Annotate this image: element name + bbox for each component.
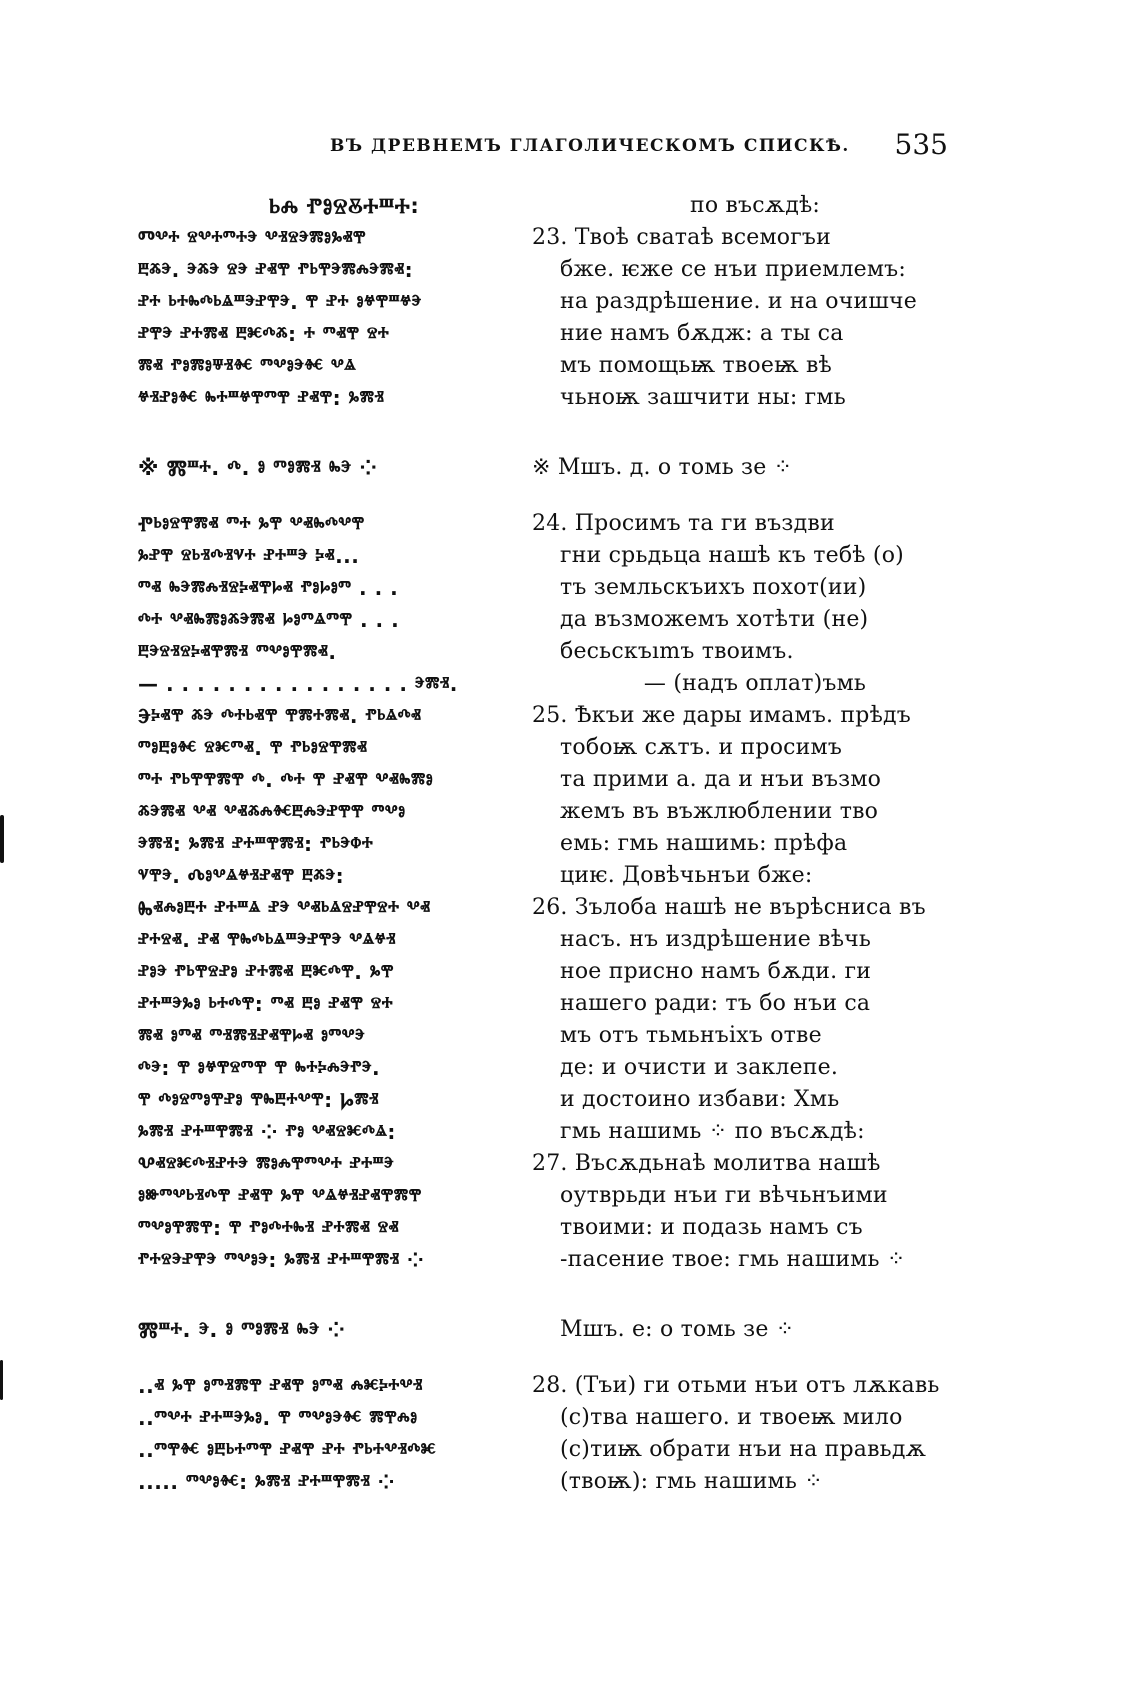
- right-line: твоими: и подазь намъ съ: [560, 1215, 863, 1240]
- right-section-heading: Мшъ. е: о томь зе ⁘: [560, 1317, 795, 1342]
- right-line: емь: гмь нашимь: прѣфа: [560, 831, 848, 856]
- right-line: да възможемъ хотѣти (не): [560, 607, 869, 632]
- left-line: Ⱂⱃⱁⱄⰹⰿⱏ ⱅⰰ ⰳⰹ ⰲⱏⰸⰴⰲⰹ: [138, 512, 365, 536]
- left-line: ..ⱅⰹⱙ ⱁⰱⱃⰰⱅⰹ ⱀⱏⰹ ⱀⰰ ⱂⱃⰰⰲⱐⰴⱘ: [138, 1438, 437, 1462]
- left-line: ⰴⰵ: ⰹ ⱁⱍⰹⱄⱅⰹ ⰹ ⰸⰰⰽⰾⰵⱂⰵ.: [138, 1056, 381, 1080]
- left-line: ⱂⰰⱄⰵⱀⰹⰵ ⱅⰲⱁⰵ: ⰳⰿⱐ ⱀⰰⱎⰹⰿⱐ ⁘: [138, 1248, 425, 1272]
- right-line: ние намъ бѫдж: а ты са: [560, 321, 844, 346]
- right-line: мъ отъ тьмьнъіхъ отве: [560, 1023, 822, 1048]
- left-line: ⰱⰵⱄⱐⱄⰽⱏⰹⰿⱐ ⱅⰲⱁⰹⰿⱏ.: [138, 640, 337, 664]
- left-line: Ⰸⱏⰾⱁⰱⰰ ⱀⰰⱎⱑ ⱀⰵ ⰲⱏⱃⱑⱄⱀⰹⱄⰰ ⰲⱏ: [138, 896, 431, 920]
- left-line: ⰴⰰ ⰲⱏⰸⰿⱁⰶⰵⰿⱏ ⱈⱁⱅⱑⱅⰹ . . .: [138, 608, 400, 632]
- right-line: чьноѭ зашчити ны: гмь: [560, 385, 846, 410]
- right-line: и достоино избави: Хмь: [560, 1087, 840, 1112]
- right-line: де: и очисти и заклепе.: [560, 1055, 839, 1080]
- right-line: тобоѭ сѫтъ. и просимъ: [560, 735, 843, 760]
- left-line: ⱀⰰⱎⰵⰳⱁ ⱃⰰⰴⰹ: ⱅⱏ ⰱⱁ ⱀⱏⰹ ⱄⰰ: [138, 992, 394, 1016]
- right-line: циѥ. Довѣчьнъи бже:: [560, 863, 813, 888]
- right-line: — (надъ оплат)ъмь: [643, 671, 867, 696]
- right-section-heading: ※ Мшъ. д. о томь зе ⁘: [532, 455, 793, 480]
- left-line: ..ⱏ ⰳⰹ ⱁⱅⱐⰿⰹ ⱀⱏⰹ ⱁⱅⱏ ⰾⱘⰽⰰⰲⱐ: [138, 1374, 423, 1398]
- right-line: ное присно намъ бѫди. ги: [560, 959, 872, 984]
- verse-23: 23. Твоѣ сватаѣ всемогъи: [532, 225, 831, 250]
- right-line: оутврьди нъи ги вѣчьнъими: [560, 1183, 888, 1208]
- right-line: та прими а. да и нъи възмо: [560, 767, 882, 792]
- left-line: ⱅⱏ ⰸⰵⰿⰾⱐⱄⰽⱏⰹⱈⱏ ⱂⱁⱈⱁⱅ . . .: [138, 576, 399, 600]
- left-line: ⱁⱆⱅⰲⱃⱐⰴⰹ ⱀⱏⰹ ⰳⰹ ⰲⱑⱍⱐⱀⱏⰹⰿⰹ: [138, 1184, 422, 1208]
- verse-26: 26. Зълоба нашѣ не върѣсниса въ: [532, 895, 926, 920]
- page-number: 535: [894, 128, 948, 161]
- left-line: ⰱⰶⰵ. ⰵⰶⰵ ⱄⰵ ⱀⱏⰹ ⱂⱃⰹⰵⰿⰾⰵⰿⱏ:: [138, 258, 414, 282]
- left-line: ⱀⱁⰵ ⱂⱃⰹⱄⱀⱁ ⱀⰰⰿⱏ ⰱⱘⰴⰹ. ⰳⰹ: [138, 960, 394, 984]
- right-line: тъ земльскъихъ похот(ии): [560, 575, 867, 600]
- right-line: -пасение твое: гмь нашимь ⁘: [560, 1247, 906, 1272]
- right-line: (с)тиѭ обрати нъи на правьдѫ: [560, 1437, 927, 1462]
- left-line: ⱌⰹⰵ. Ⰴⱁⰲⱑⱍⱐⱀⱏⰹ ⰱⰶⰵ:: [138, 864, 345, 888]
- verse-24: 24. Просимъ та ги въздви: [532, 511, 835, 536]
- left-line: ..ⱅⰲⰰ ⱀⰰⱎⰵⰳⱁ. ⰹ ⱅⰲⱁⰵⱙ ⰿⰹⰾⱁ: [138, 1406, 418, 1430]
- right-line: (с)тва нашего. и твоеѭ мило: [560, 1405, 903, 1430]
- left-line: — . . . . . . . . . . . . . . . . ⰵⰿⱐ.: [138, 672, 458, 696]
- left-line: ⰳⰿⱐ ⱀⰰⱎⰹⰿⱐ ⁘ ⱂⱁ ⰲⱏⱄⱘⰴⱑ:: [138, 1120, 396, 1144]
- left-line: Ⰵⰽⱏⰹ ⰶⰵ ⰴⰰⱃⱏⰹ ⰹⰿⰰⰿⱏ. ⱂⱃⱑⰴⱏ: [138, 704, 422, 728]
- right-line: жемъ въ въжлюблении тво: [560, 799, 879, 824]
- left-line: ⰵⰿⱐ: ⰳⰿⱐ ⱀⰰⱎⰹⰿⱐ: ⱂⱃⰵⱇⰰ: [138, 832, 374, 856]
- right-line: насъ. нъ издрѣшение вѣчь: [560, 927, 872, 952]
- running-header: [300, 128, 948, 168]
- left-line: ⰹ ⰴⱁⱄⱅⱁⰹⱀⱁ ⰹⰸⰱⰰⰲⰹ: Ⱈⰿⱐ: [138, 1088, 379, 1112]
- left-line: ⱅⰰ ⱂⱃⰹⰹⰿⰹ ⰴ. ⰴⰰ ⰹ ⱀⱏⰹ ⰲⱏⰸⰿⱁ: [138, 768, 434, 792]
- left-line: ⰿⱏ ⱂⱁⰿⱁⱋⱐⱙ ⱅⰲⱁⰵⱙ ⰲⱑ: [138, 354, 357, 378]
- right-line: мъ помощьѭ твоеѭ вѣ: [560, 353, 833, 378]
- running-title: ВЪ ДРЕВНЕМЪ ГЛАГОЛИЧЕСКОМЪ СПИСКѢ.: [330, 136, 850, 156]
- right-rubric: по въсѫдѣ:: [689, 193, 821, 218]
- right-line: гмь нашимь ⁘ по въсѫдѣ:: [560, 1119, 865, 1144]
- left-line: ⰶⰵⰿⱏ ⰲⱏ ⰲⱏⰶⰾⱙⰱⰾⰵⱀⰹⰹ ⱅⰲⱁ: [138, 800, 406, 824]
- left-line: ..... ⱅⰲⱁⱙ: ⰳⰿⱐ ⱀⰰⱎⰹⰿⱐ ⁘: [138, 1470, 396, 1494]
- left-line: Ⱅⰲⰰ ⱄⰲⰰⱅⰰⰵ ⰲⱐⱄⰵⰿⱁⰳⱏⰹ: [138, 226, 367, 250]
- right-line: (твоѭ): гмь нашимь ⁘: [560, 1469, 823, 1494]
- left-line: ⰿⱏ ⱁⱅⱏ ⱅⱐⰿⱐⱀⱏⰹⱈⱏ ⱁⱅⰲⰵ: [138, 1024, 366, 1048]
- right-line: гни срьдьца нашѣ къ тебѣ (о): [560, 543, 904, 568]
- left-line: ⱀⰰⱄⱏ. ⱀⱏ ⰹⰸⰴⱃⱑⱎⰵⱀⰹⰵ ⰲⱑⱍⱐ: [138, 928, 397, 952]
- left-rubric: ⰓⰎ ⰒⰑⰔⰋⰀⰞⰀ:: [268, 194, 420, 218]
- verse-27: 27. Въсѫдьнаѣ молитва нашѣ: [532, 1151, 881, 1176]
- right-line: нашего ради: тъ бо нъи са: [560, 991, 871, 1016]
- scan-edge-mark: [0, 815, 4, 863]
- scan-edge-mark: [0, 1360, 3, 1400]
- left-line: ⱅⱁⰱⱁⱙ ⱄⱘⱅⱏ. ⰹ ⱂⱃⱁⱄⰹⰿⱏ: [138, 736, 368, 760]
- right-line: на раздрѣшение. и на очишче: [560, 289, 917, 314]
- left-line: ⰳⱀⰹ ⱄⱃⱐⰴⱐⱌⰰ ⱀⰰⱎⰵ ⰽⱏ...: [138, 544, 360, 568]
- left-section-heading: ※ Ⰿⱎⰰ. ⰴ. ⱁ ⱅⱁⰿⱐ ⰸⰵ ⁘: [138, 456, 378, 480]
- right-line: бже. ѥже се нъи приемлемъ:: [560, 257, 906, 282]
- left-line: ⱍⱐⱀⱁⱙ ⰸⰰⱎⱍⰹⱅⰹ ⱀⱏⰹ: ⰳⰿⱐ: [138, 386, 385, 410]
- verse-28: 28. (Тъи) ги отьми нъи отъ лѫкавь: [532, 1373, 940, 1398]
- verse-25: 25. Ѣкъи же дары имамъ. прѣдъ: [532, 703, 911, 728]
- left-line: ⱀⰰ ⱃⰰⰸⰴⱃⱑⱎⰵⱀⰹⰵ. ⰹ ⱀⰰ ⱁⱍⰹⱎⱍⰵ: [138, 290, 422, 314]
- right-line: бесьскъımъ твоимъ.: [560, 639, 794, 664]
- left-line: Ⰲⱏⱄⱘⰴⱐⱀⰰⰵ ⰿⱁⰾⰹⱅⰲⰰ ⱀⰰⱎⰵ: [138, 1152, 395, 1176]
- left-line: ⱅⰲⱁⰹⰿⰹ: ⰹ ⱂⱁⰴⰰⰸⱐ ⱀⰰⰿⱏ ⱄⱏ: [138, 1216, 400, 1240]
- left-section-heading: Ⰿⱎⰰ. ⰵ. ⱁ ⱅⱁⰿⱐ ⰸⰵ ⁘: [138, 1318, 346, 1342]
- left-line: ⱀⰹⰵ ⱀⰰⰿⱏ ⰱⱘⰴⰶ: ⰰ ⱅⱏⰹ ⱄⰰ: [138, 322, 390, 346]
